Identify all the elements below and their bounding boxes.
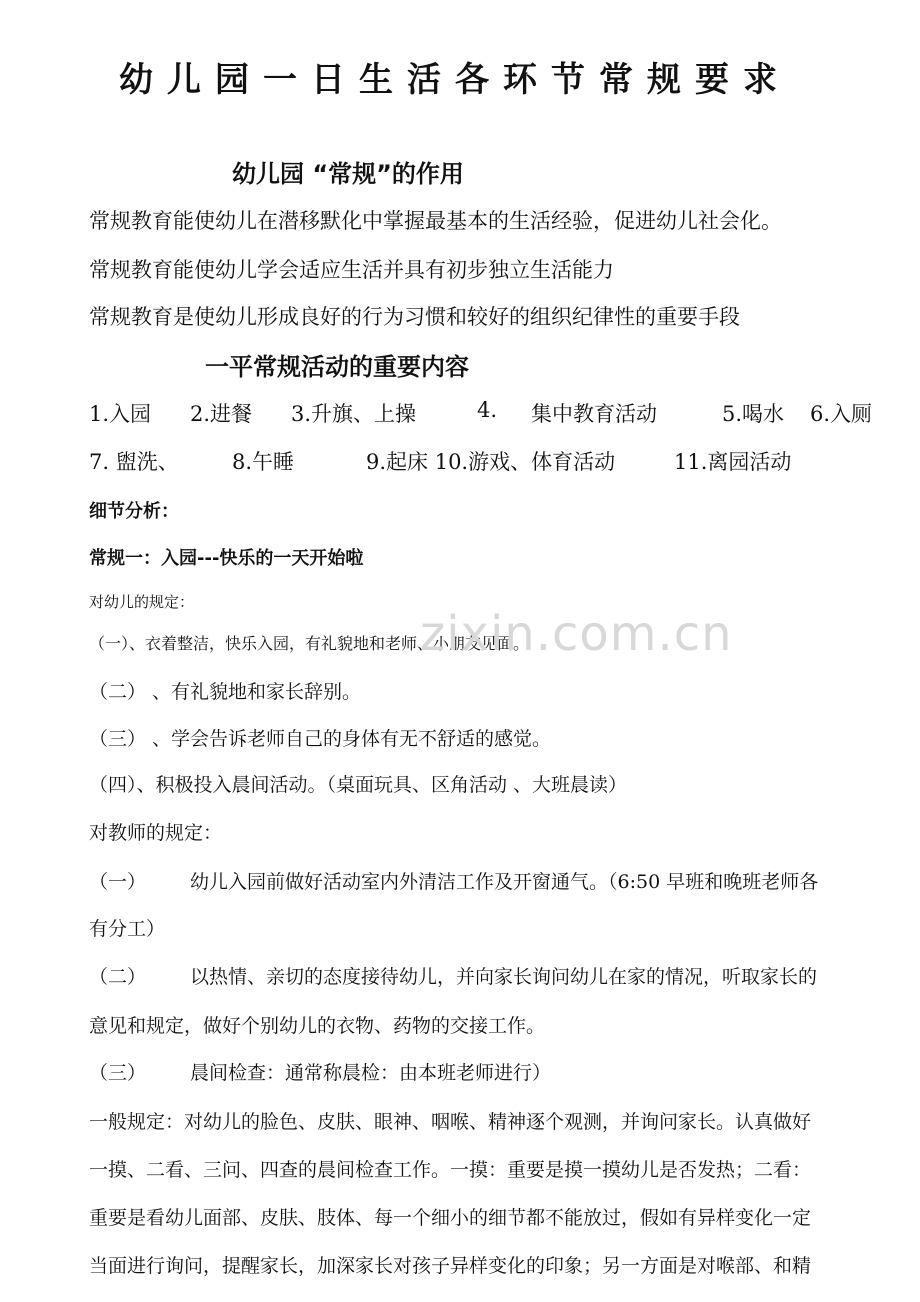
activity-item: 集中教育活动: [531, 402, 657, 426]
teacher-rule-text: 意见和规定，做好个别幼儿的衣物、药物的交接工作。: [89, 1015, 546, 1037]
activity-item: 2.进餐: [190, 402, 253, 426]
teacher-rule-text: 幼儿入园前做好活动室内外清洁工作及开窗通气。（6:50 早班和晚班老师各: [190, 871, 819, 893]
activity-item: 7. 盥洗、: [89, 450, 179, 474]
general-rule-line: 一般规定：对幼儿的脸色、皮肤、眼神、咽喉、精神逐个观测，并询问家长。认真做好: [89, 1111, 812, 1133]
teacher-rule-text: 以热情、亲切的态度接待幼儿，并向家长询问幼儿在家的情况，听取家长的: [190, 966, 818, 988]
section-heading-content: 一平常规活动的重要内容: [205, 353, 469, 381]
general-rule-line: 当面进行询问，提醒家长，加深家长对孩子异样变化的印象；另一方面是对喉部、和精: [89, 1255, 812, 1277]
activity-item: 3.升旗、上操: [291, 402, 417, 426]
child-rule-item: （三） 、学会告诉老师自己的身体有无不舒适的感觉。: [89, 728, 552, 750]
teacher-rule-number: （二）: [89, 966, 147, 988]
child-rule-item: （四）、积极投入晨间活动。（桌面玩具、区角活动 、大班晨读）: [89, 774, 628, 796]
child-rules-label: 对幼儿的规定：: [89, 593, 195, 611]
general-rule-line: 重要是看幼儿面部、皮肤、肢体、每一个细小的细节都不能放过，假如有异样变化一定: [89, 1207, 812, 1229]
activity-item: 4.: [477, 398, 498, 422]
teacher-rule-text: 有分工）: [89, 918, 166, 940]
general-rule-line: 一摸、二看、三问、四查的晨间检查工作。一摸：重要是摸一摸幼儿是否发热；二看：: [89, 1159, 812, 1181]
activity-item: 11.离园活动: [674, 450, 792, 474]
activity-item: 8.午睡: [232, 450, 295, 474]
activity-item: 6.入厕: [810, 402, 873, 426]
activity-item: 1.入园: [89, 402, 152, 426]
child-rule-item: （二） 、有礼貌地和家长辞别。: [89, 681, 362, 703]
activity-item: 9.起床 10.游戏、体育活动: [366, 450, 616, 474]
detail-analysis-label: 细节分析：: [89, 501, 179, 522]
role-line-2: 常规教育能使幼儿学会适应生活并具有初步独立生活能力: [89, 258, 614, 282]
teacher-rule-text: 晨间检查：通常称晨检：由本班老师进行）: [190, 1062, 552, 1084]
watermark: zixin.com.cn: [420, 606, 733, 662]
child-rule-item: （一）、衣着整洁，快乐入园，有礼貌地和老师、小朋友见面。: [89, 634, 530, 653]
document-title: 幼儿园一日生活各环节常规要求: [119, 60, 791, 100]
teacher-rule-number: （一）: [89, 871, 147, 893]
role-line-3: 常规教育是使幼儿形成良好的行为习惯和较好的组织纪律性的重要手段: [89, 305, 740, 329]
teacher-rule-number: （三）: [89, 1062, 147, 1084]
teacher-rules-label: 对教师的规定：: [89, 822, 223, 844]
role-line-1: 常规教育能使幼儿在潜移默化中掌握最基本的生活经验，促进幼儿社会化。: [89, 209, 782, 233]
rule-one-heading: 常规一：入园---快乐的一天开始啦: [89, 548, 364, 569]
section-heading-role: 幼儿园 “常规”的作用: [232, 160, 464, 188]
activity-item: 5.喝水: [722, 402, 785, 426]
